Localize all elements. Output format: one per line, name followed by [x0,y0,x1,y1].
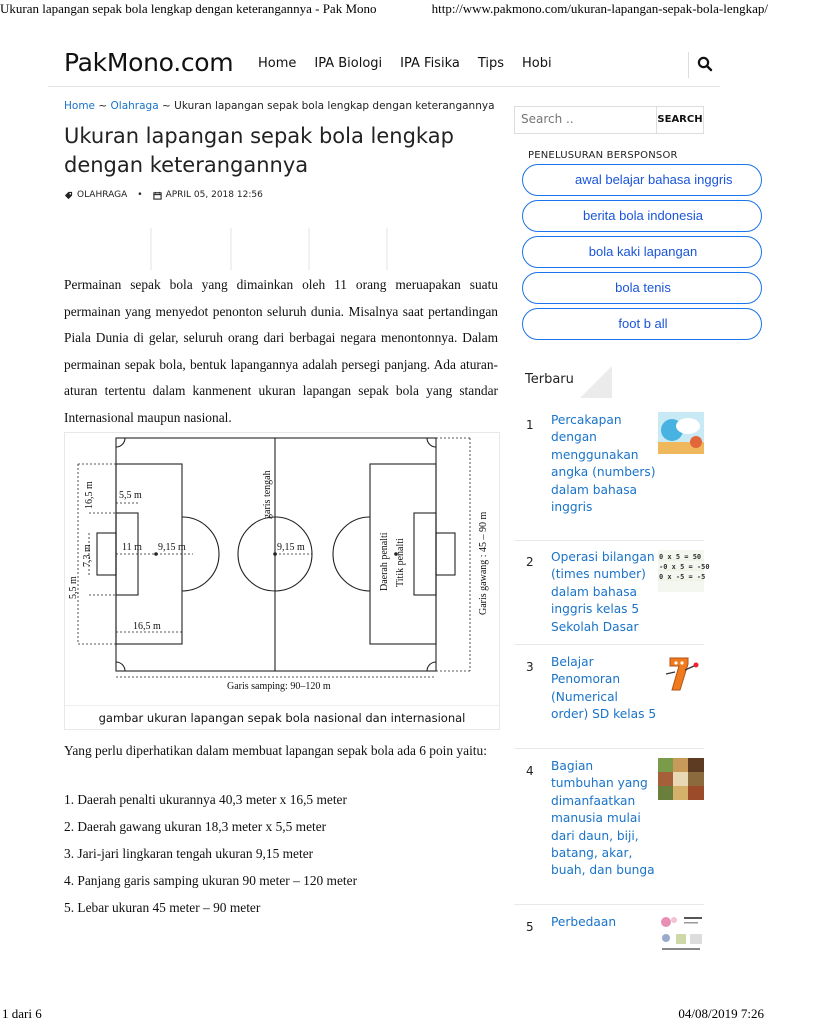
label-halfway: garis tengah [262,470,273,519]
breadcrumb-category[interactable]: Olahraga [110,100,159,112]
breadcrumb-separator: ~ [161,100,171,112]
recent-post-title[interactable]: Operasi bilangan (times number) dalam bahasa inggris kelas 5 Sekolah Dasar [551,550,655,634]
share-button-placeholder[interactable] [230,228,310,270]
recent-post-title[interactable]: Percakapan dengan menggunakan angka (numbers) dalam bahasa inggris [551,413,656,515]
recent-post[interactable] [514,904,704,964]
search-button[interactable]: SEARCH [656,107,703,133]
penalty-arc-left [182,517,219,591]
recent-post[interactable] [514,644,704,749]
label-goal-area-depth: 5,5 m [119,490,142,501]
print-page-number: 1 dari 6 [2,1006,42,1021]
recent-title-decoration [580,366,612,398]
print-footer [0,1006,768,1024]
recent-post[interactable] [514,748,704,905]
print-datetime: 04/08/2019 7:26 [678,1006,764,1021]
breadcrumb-current: Ukuran lapangan sepak bola lengkap dengan keterangannya [174,100,495,112]
sponsored-link[interactable] [522,164,762,196]
corner-arc [427,438,436,447]
goal-left [97,533,116,575]
share-button-placeholder[interactable] [152,228,232,270]
recent-post-title[interactable]: Bagian tumbuhan yang dimanfaatkan manusia mulai dari daun, biji, batang, akar, buah, dan bunga [551,759,655,878]
nav-ipa-biologi[interactable]: IPA Biologi [314,56,383,71]
recent-post-title[interactable]: Belajar Penomoran (Numerical order) SD kelas 5 [551,655,657,722]
recent-post-thumbnail[interactable] [658,652,704,694]
calendar-icon [153,191,162,200]
label-touch-line: Garis samping: 90–120 m [227,681,331,692]
label-center-radius: 9,15 m [277,542,305,553]
breadcrumb-home[interactable]: Home [64,100,96,112]
field-diagram-figure [64,432,500,730]
sponsored-link-label: bola tenis [615,280,671,295]
list-item: 2. Daerah gawang ukuran 18,3 meter x 5,5 meter [64,819,327,834]
meta-separator: • [137,190,143,200]
figure-caption: gambar ukuran lapangan sepak bola nasional dan internasional [65,705,499,725]
article-title: Ukuran lapangan sepak bola lengkap dengan keterangannya [64,124,454,177]
breadcrumb-separator: ~ [98,100,108,112]
list-item: 4. Panjang garis samping ukuran 90 meter – 120 meter [64,873,358,888]
label-arc-radius: 9,15 m [158,542,186,553]
search-input[interactable] [515,107,657,131]
recent-post-thumbnail[interactable] [658,914,704,956]
goal-area-right [414,513,436,595]
recent-post-title[interactable]: Perbedaan [551,915,617,929]
football-field-diagram [65,433,499,703]
recent-post[interactable] [514,404,704,541]
sponsored-link[interactable] [522,200,762,232]
nav-ipa-fisika[interactable]: IPA Fisika [400,56,460,71]
recent-post-number: 1 [526,418,534,432]
print-page-title: Ukuran lapangan sepak bola lengkap dengan keterangannya - Pak Mono [0,1,377,16]
label-penalty-area: Daerah penalti [379,532,390,591]
search-icon[interactable] [696,55,714,73]
recent-title: Terbaru [525,372,574,387]
article-category[interactable]: OLAHRAGA [77,190,128,200]
navbar [48,44,720,87]
corner-arc [116,662,125,671]
label-penalty-width: 16,5 m [133,621,161,632]
breadcrumb [64,100,495,112]
label-goal-line: Garis gawang : 45 – 90 m [478,511,489,615]
goal-area-left [116,513,138,595]
article-date: APRIL 05, 2018 12:56 [165,190,263,200]
goal-right [436,533,455,575]
print-page-url: http://www.pakmono.com/ukuran-lapangan-sepak-bola-lengkap/ [431,1,768,16]
label-goal-width: 7,3 m [82,544,93,567]
print-header [0,0,768,18]
sponsored-title: PENELUSURAN BERSPONSOR [528,150,678,161]
label-penalty-point: Titik penalti [395,538,406,587]
recent-post-thumbnail[interactable] [658,758,704,800]
article-meta [64,190,263,200]
list-intro: Yang perlu diperhatikan dalam membuat lapangan sepak bola ada 6 poin yaitu: [64,743,487,758]
recent-post-thumbnail[interactable] [658,412,704,454]
nav-tips[interactable]: Tips [477,56,505,71]
label-goal-area-side: 5,5 m [68,576,79,599]
list-item: 5. Lebar ukuran 45 meter – 90 meter [64,900,261,915]
corner-arc [116,438,125,447]
recent-post-thumbnail[interactable] [658,550,710,592]
label-penalty-depth: 16,5 m [84,481,95,509]
sponsored-link[interactable] [522,308,762,340]
nav-home[interactable]: Home [258,56,297,71]
share-button-placeholder[interactable] [72,228,152,270]
recent-post[interactable] [514,540,710,645]
recent-post-number: 5 [526,920,534,934]
label-penalty-spot: 11 m [122,542,142,553]
nav-divider [688,52,689,78]
recent-post-number: 3 [526,660,534,674]
nav-hobi[interactable]: Hobi [522,56,552,71]
sponsored-link[interactable] [522,236,762,268]
list-item: 3. Jari-jari lingkaran tengah ukuran 9,15 meter [64,846,314,861]
main-nav [258,56,570,71]
share-button-placeholder[interactable] [308,228,388,270]
list-item: 1. Daerah penalti ukurannya 40,3 meter x 16,5 meter [64,792,347,807]
recent-post-number: 4 [526,764,534,778]
sponsored-link-label: awal belajar bahasa inggris [575,172,733,187]
svg-text:0 x -5 = -5: 0 x -5 = -5 [659,573,706,581]
sponsored-link-label: bola kaki lapangan [588,244,698,259]
recent-post-number: 2 [526,555,534,569]
sidebar-search [514,106,704,134]
corner-arc [427,662,436,671]
tag-icon [64,191,73,200]
svg-text:0 x 5 = 50: 0 x 5 = 50 [659,553,702,561]
penalty-arc-right [333,517,370,591]
sponsored-link[interactable] [522,272,762,304]
article-intro: Permainan sepak bola yang dimainkan oleh 11 orang meruapakan suatu permainan yang menyedot penonton seluruh dunia. Misalnya saat pertandingan Piala Dunia di gelar, seluruh orang dari berbagai negara menontonnya. Dalam permainan sepak bola, bentuk lapangannya adalah persegi panjang. Ada aturan-aturan tertentu dalam kanmenent ukuran lapangan sepak bola yang standar Internasional maupun nasional. [64,277,498,425]
sponsored-link-label: berita bola indonesia [583,208,703,223]
svg-text:-0 x 5 = -50: -0 x 5 = -50 [659,563,710,571]
site-logo[interactable]: PakMono.com [64,48,234,77]
sponsored-link-label: foot b all [618,316,668,331]
